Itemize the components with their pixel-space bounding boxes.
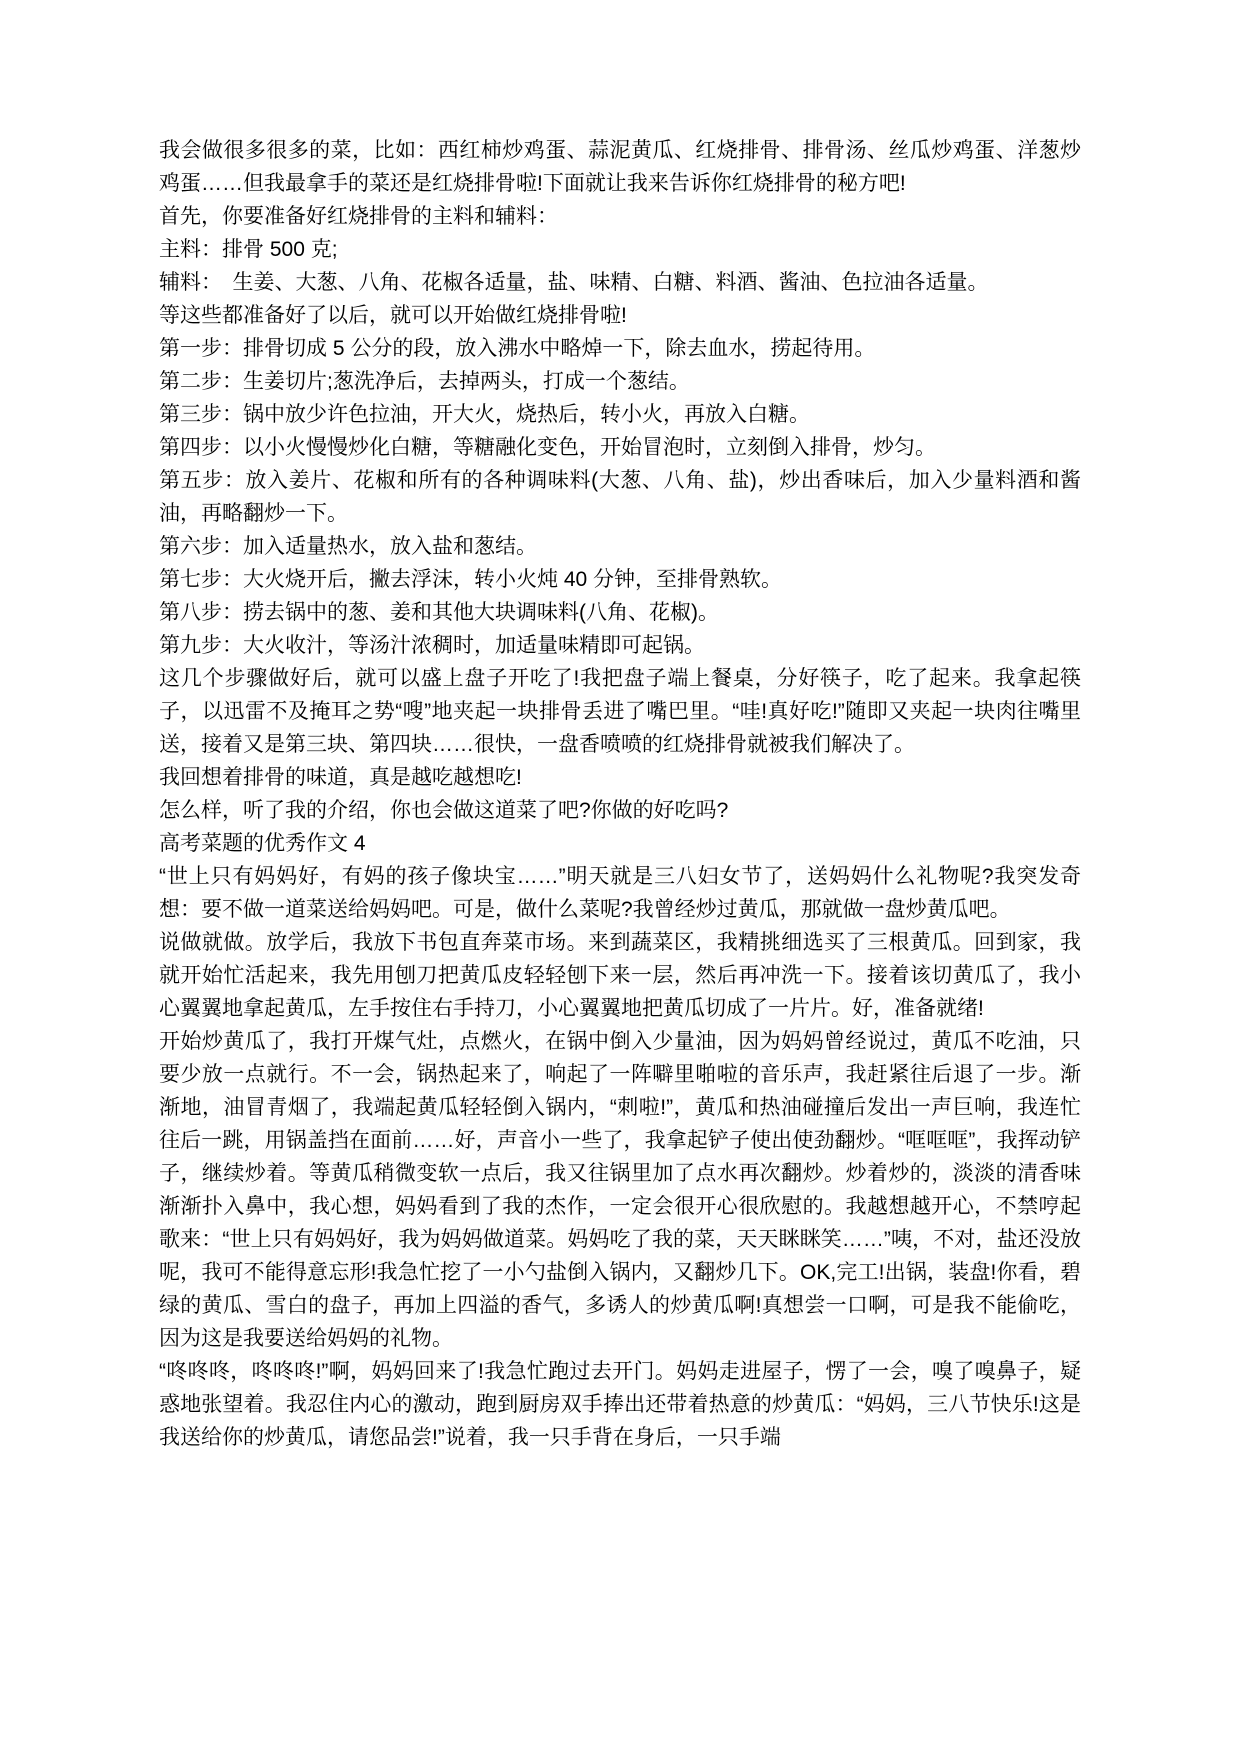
paragraph: 第一步：排骨切成 5 公分的段，放入沸水中略焯一下，除去血水，捞起待用。 xyxy=(159,337,876,360)
paragraph: 第九步：大火收汁，等汤汁浓稠时，加适量味精即可起锅。 xyxy=(159,634,705,657)
paragraph: 怎么样，听了我的介绍，你也会做这道菜了吧?你做的好吃吗? xyxy=(159,799,729,822)
paragraph: “咚咚咚，咚咚咚!”啊，妈妈回来了!我急忙跑过去开门。妈妈走进屋子，愣了一会，嗅了嗅鼻子，疑惑地张望着。我忍住内心的激动，跑到厨房双手捧出还带着热意的炒黄瓜：“妈妈，三八节快乐!这是我送给你的炒黄瓜，请您品尝!”说着，我一只手背在身后，一只手端 xyxy=(159,1360,1081,1449)
paragraph: 开始炒黄瓜了，我打开煤气灶，点燃火，在锅中倒入少量油，因为妈妈曾经说过，黄瓜不吃油，只要少放一点就行。不一会，锅热起来了，响起了一阵噼里啪啦的音乐声，我赶紧往后退了一步。渐渐地，油冒青烟了，我端起黄瓜轻轻倒入锅内，“刺啦!”，黄瓜和热油碰撞后发出一声巨响，我连忙往后一跳，用锅盖挡在面前……好，声音小一些了，我拿起铲子使出使劲翻炒。“哐哐哐”，我挥动铲子，继续炒着。等黄瓜稍微变软一点后，我又往锅里加了点水再次翻炒。炒着炒的，淡淡的清香味渐渐扑入鼻中，我心想，妈妈看到了我的杰作，一定会很开心很欣慰的。我越想越开心，不禁哼起歌来：“世上只有妈妈好，我为妈妈做道菜。妈妈吃了我的菜，天天眯眯笑……”咦，不对，盐还没放呢，我可不能得意忘形!我急忙挖了一小勺盐倒入锅内，又翻炒几下。OK,完工!出锅，装盘!你看，碧绿的黄瓜、雪白的盘子，再加上四溢的香气，多诱人的炒黄瓜啊!真想尝一口啊，可是我不能偷吃，因为这是我要送给妈妈的礼物。 xyxy=(159,1030,1081,1350)
paragraph: “世上只有妈妈好，有妈的孩子像块宝……”明天就是三八妇女节了，送妈妈什么礼物呢?我突发奇想：要不做一道菜送给妈妈吧。可是，做什么菜呢?我曾经炒过黄瓜，那就做一盘炒黄瓜吧。 xyxy=(159,865,1081,921)
paragraph: 主料：排骨 500 克; xyxy=(159,238,338,261)
paragraph: 我会做很多很多的菜，比如：西红柿炒鸡蛋、蒜泥黄瓜、红烧排骨、排骨汤、丝瓜炒鸡蛋、洋葱炒鸡蛋……但我最拿手的菜还是红烧排骨啦!下面就让我来告诉你红烧排骨的秘方吧! xyxy=(159,139,1081,195)
section-heading: 高考菜题的优秀作文 4 xyxy=(159,832,366,855)
paragraph: 等这些都准备好了以后，就可以开始做红烧排骨啦! xyxy=(159,304,627,327)
paragraph: 第三步：锅中放少许色拉油，开大火，烧热后，转小火，再放入白糖。 xyxy=(159,403,810,426)
paragraph: 第二步：生姜切片;葱洗净后，去掉两头，打成一个葱结。 xyxy=(159,370,690,393)
paragraph: 辅料： 生姜、大葱、八角、花椒各适量，盐、味精、白糖、料酒、酱油、色拉油各适量。 xyxy=(159,271,989,294)
paragraph: 我回想着排骨的味道，真是越吃越想吃! xyxy=(159,766,522,789)
paragraph: 第五步：放入姜片、花椒和所有的各种调味料(大葱、八角、盐)，炒出香味后，加入少量料酒和酱油，再略翻炒一下。 xyxy=(159,469,1081,525)
paragraph: 第四步：以小火慢慢炒化白糖，等糖融化变色，开始冒泡时，立刻倒入排骨，炒匀。 xyxy=(159,436,936,459)
paragraph: 第七步：大火烧开后，撇去浮沫，转小火炖 40 分钟，至排骨熟软。 xyxy=(159,568,783,591)
paragraph: 首先，你要准备好红烧排骨的主料和辅料： xyxy=(159,205,558,228)
paragraph: 说做就做。放学后，我放下书包直奔菜市场。来到蔬菜区，我精挑细选买了三根黄瓜。回到家，我就开始忙活起来，我先用刨刀把黄瓜皮轻轻刨下来一层，然后再冲洗一下。接着该切黄瓜了，我小心翼翼地拿起黄瓜，左手按住右手持刀，小心翼翼地把黄瓜切成了一片片。好，准备就绪! xyxy=(159,931,1081,1020)
paragraph: 第六步：加入适量热水，放入盐和葱结。 xyxy=(159,535,537,558)
paragraph: 这几个步骤做好后，就可以盛上盘子开吃了!我把盘子端上餐桌，分好筷子，吃了起来。我拿起筷子，以迅雷不及掩耳之势“嗖”地夹起一块排骨丢进了嘴巴里。“哇!真好吃!”随即又夹起一块肉往嘴里送，接着又是第三块、第四块……很快，一盘香喷喷的红烧排骨就被我们解决了。 xyxy=(159,667,1081,756)
paragraph: 第八步：捞去锅中的葱、姜和其他大块调味料(八角、花椒)。 xyxy=(159,601,719,624)
